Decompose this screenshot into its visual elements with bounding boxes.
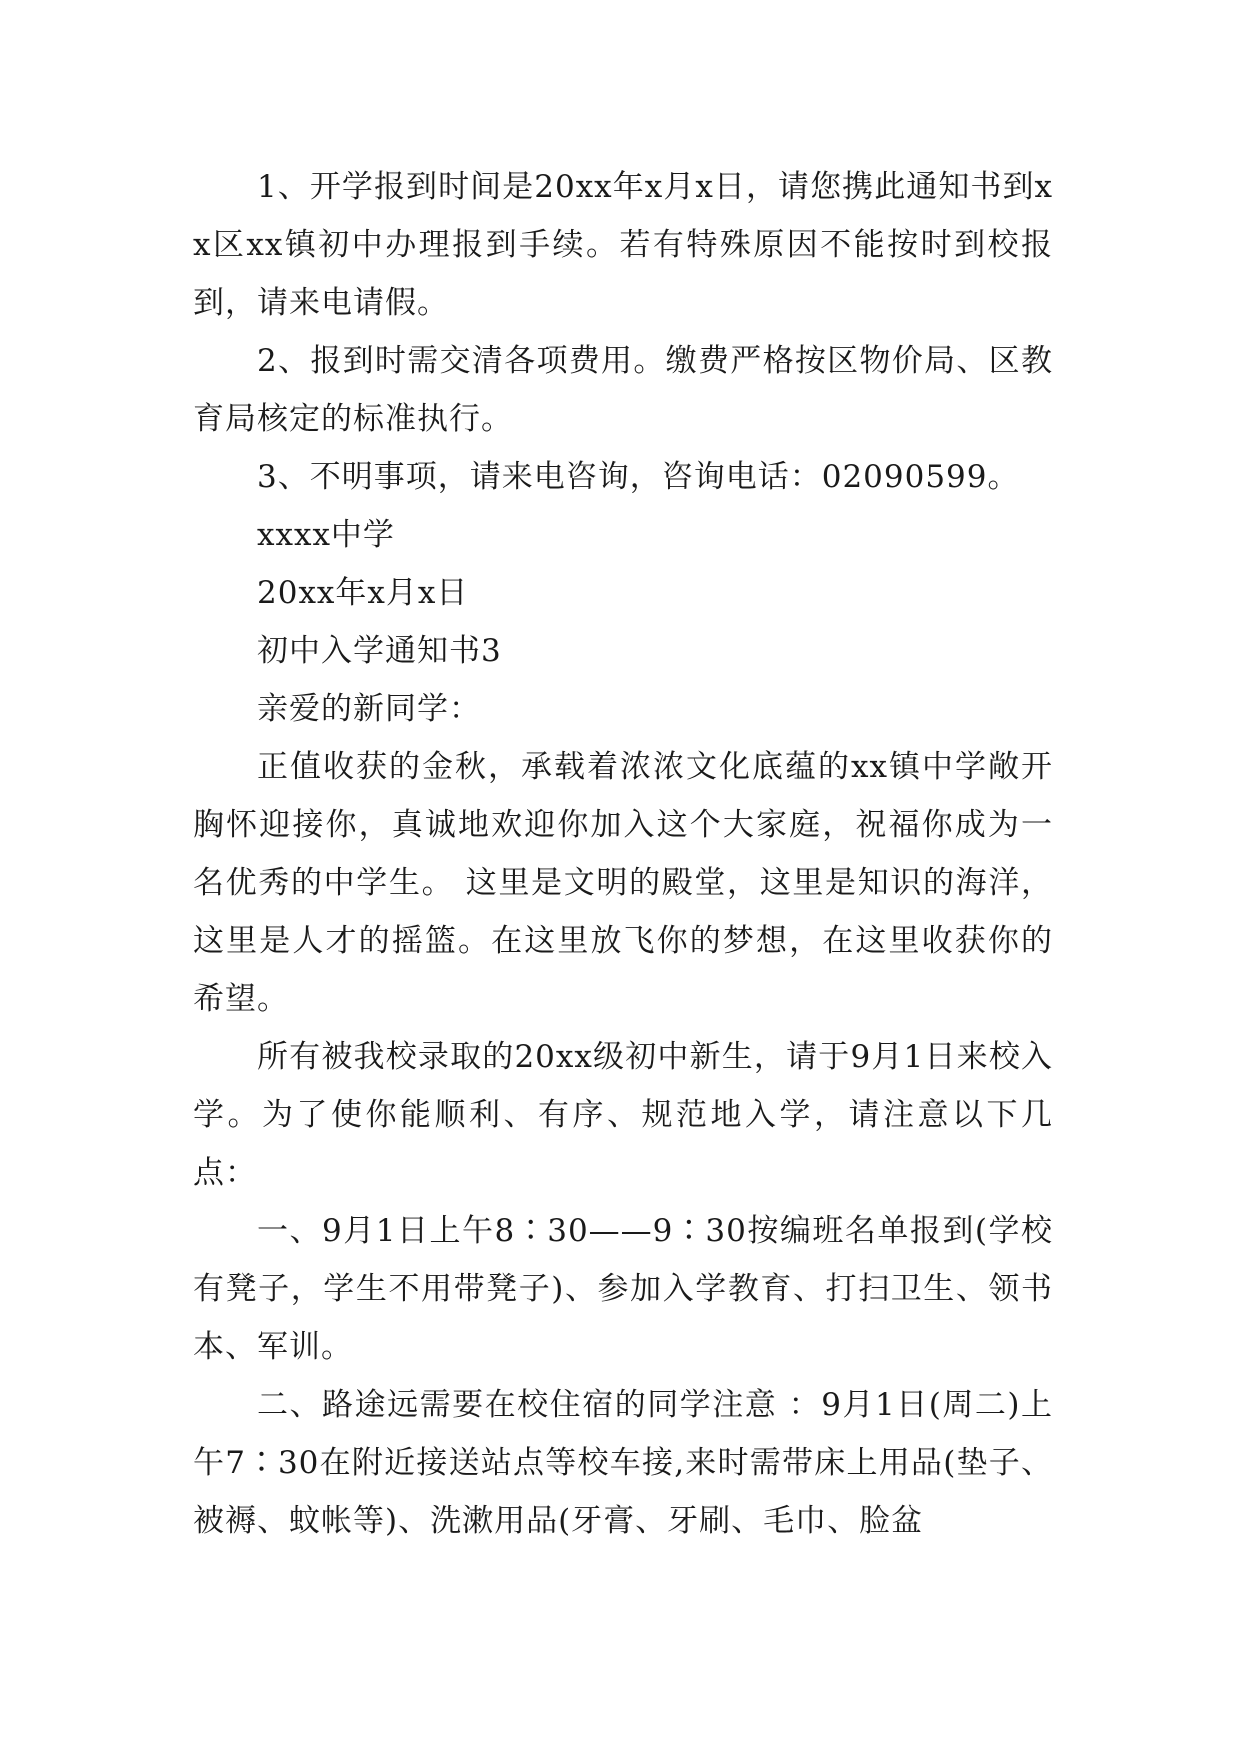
paragraph-fees: 2、报到时需交清各项费用。缴费严格按区物价局、区教育局核定的标准执行。 bbox=[193, 343, 1053, 437]
paragraph-item-two: 二、路途远需要在校住宿的同学注意 ：9月1日(周二)上午7∶30在附近接送站点等校车接,来时需带床上用品(垫子、被褥、蚊帐等)、洗漱用品(牙膏、牙刷、毛巾、脸盆 bbox=[193, 1387, 1053, 1539]
signature-school: xxxx中学 bbox=[257, 517, 395, 553]
paragraph-welcome: 正值收获的金秋，承载着浓浓文化底蕴的xx镇中学敞开胸怀迎接你，真诚地欢迎你加入这个大家庭，祝福你成为一名优秀的中学生。 这里是文明的殿堂，这里是知识的海洋，这里是人才的摇篮。在这里放飞你的梦想，在这里收获你的希望。 bbox=[193, 749, 1053, 1017]
signature-date: 20xx年x月x日 bbox=[257, 575, 469, 611]
paragraph-registration-time: 1、开学报到时间是20xx年x月x日，请您携此通知书到xx区xx镇初中办理报到手续。若有特殊原因不能按时到校报到，请来电请假。 bbox=[193, 169, 1053, 321]
paragraph-inquiry: 3、不明事项，请来电咨询，咨询电话：02090599。 bbox=[257, 459, 1020, 495]
document-body bbox=[193, 158, 1053, 1550]
salutation: 亲爱的新同学： bbox=[257, 691, 481, 727]
paragraph-enrollment: 所有被我校录取的20xx级初中新生，请于9月1日来校入学。为了使你能顺利、有序、规范地入学，请注意以下几点： bbox=[193, 1039, 1053, 1191]
section-title: 初中入学通知书3 bbox=[257, 633, 502, 669]
paragraph-item-one: 一、9月1日上午8∶30——9∶30按编班名单报到(学校有凳子，学生不用带凳子)、参加入学教育、打扫卫生、领书本、军训。 bbox=[193, 1213, 1053, 1365]
